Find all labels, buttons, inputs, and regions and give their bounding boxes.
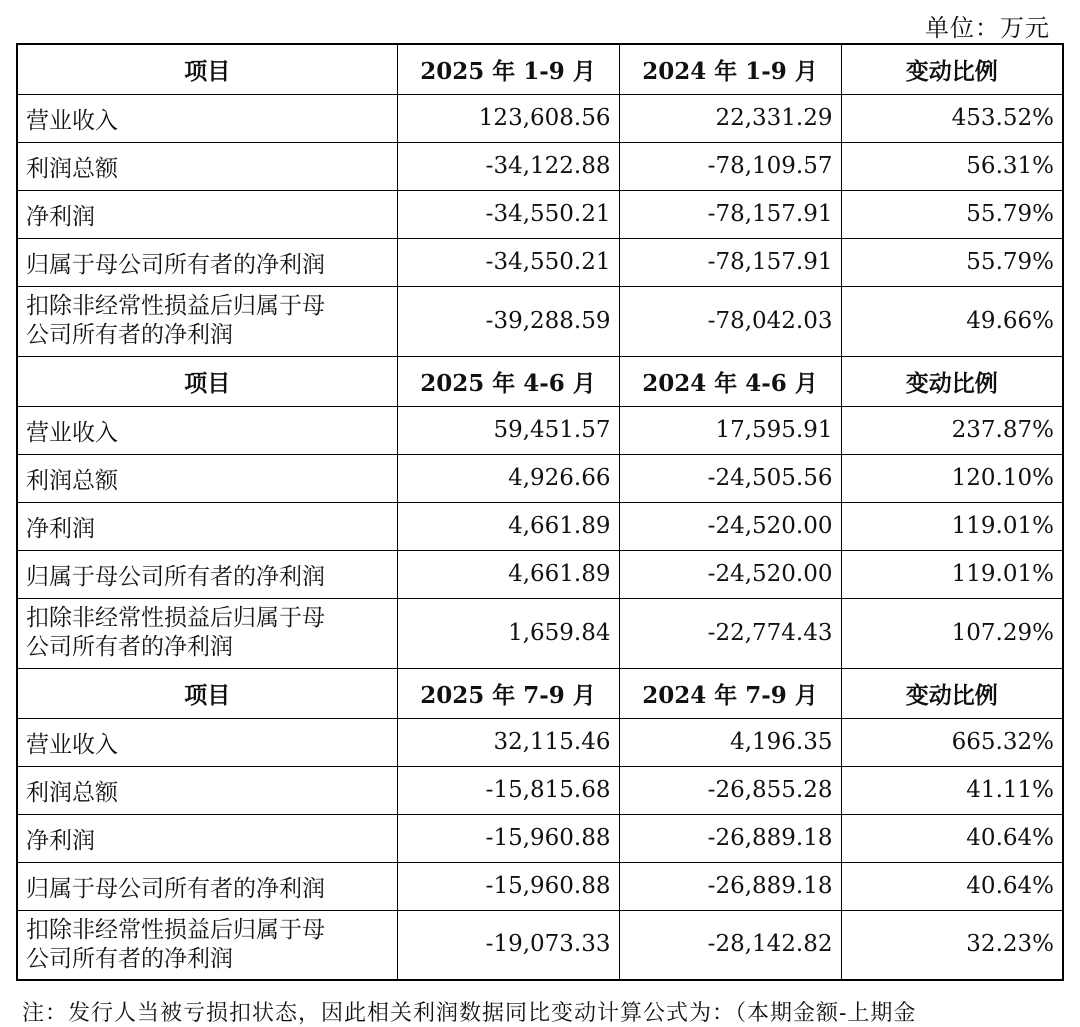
header-current-period: 2025 年 4-6 月 [397, 356, 619, 406]
row-label: 归属于母公司所有者的净利润 [17, 238, 397, 286]
previous-value: -24,505.56 [619, 454, 841, 502]
row-label-line2: 公司所有者的净利润 [26, 634, 233, 660]
previous-value: -26,889.18 [619, 862, 841, 910]
current-value: 4,926.66 [397, 454, 619, 502]
current-value: 32,115.46 [397, 718, 619, 766]
footnote: 注：发行人当被亏损扣状态，因此相关利润数据同比变动计算公式为：（本期金额-上期金 [22, 1001, 917, 1026]
row-label: 净利润 [17, 814, 397, 862]
row-label: 营业收入 [17, 406, 397, 454]
header-change-ratio: 变动比例 [841, 44, 1063, 94]
row-label-line1: 扣除非经常性损益后归属于母 [26, 605, 325, 631]
row-label-line2: 公司所有者的净利润 [26, 322, 233, 348]
current-value: -15,960.88 [397, 814, 619, 862]
previous-value: -26,855.28 [619, 766, 841, 814]
table-header-row [17, 356, 1063, 406]
change-value: 49.66% [841, 286, 1063, 356]
header-change-ratio: 变动比例 [841, 356, 1063, 406]
table-row [17, 454, 1063, 502]
table-row [17, 406, 1063, 454]
row-label: 营业收入 [17, 718, 397, 766]
current-value: -34,122.88 [397, 142, 619, 190]
row-label: 利润总额 [17, 766, 397, 814]
row-label-line1: 扣除非经常性损益后归属于母 [26, 916, 325, 943]
change-value: 119.01% [841, 550, 1063, 598]
change-value: 40.64% [841, 862, 1063, 910]
change-value: 40.64% [841, 814, 1063, 862]
row-label-line1: 扣除非经常性损益后归属于母 [26, 293, 325, 319]
header-previous-period: 2024 年 1-9 月 [619, 44, 841, 94]
previous-value: -22,774.43 [619, 598, 841, 668]
table-header-row [17, 44, 1063, 94]
row-label [17, 286, 397, 356]
current-value: 1,659.84 [397, 598, 619, 668]
previous-value: -24,520.00 [619, 550, 841, 598]
header-item: 项目 [17, 44, 397, 94]
previous-value: -24,520.00 [619, 502, 841, 550]
change-value: 453.52% [841, 94, 1063, 142]
header-change-ratio: 变动比例 [841, 668, 1063, 718]
table-row [17, 550, 1063, 598]
row-label: 利润总额 [17, 454, 397, 502]
previous-value: 17,595.91 [619, 406, 841, 454]
change-value: 120.10% [841, 454, 1063, 502]
row-label: 净利润 [17, 190, 397, 238]
table-row [17, 862, 1063, 910]
unit-label: 单位：万元 [925, 14, 1050, 42]
current-value: -19,073.33 [397, 910, 619, 980]
current-value: -39,288.59 [397, 286, 619, 356]
table-row [17, 142, 1063, 190]
table-row [17, 598, 1063, 668]
header-current-period: 2025 年 7-9 月 [397, 668, 619, 718]
row-label [17, 910, 397, 980]
previous-value: -28,142.82 [619, 910, 841, 980]
previous-value: -78,157.91 [619, 190, 841, 238]
table-row [17, 718, 1063, 766]
current-value: 123,608.56 [397, 94, 619, 142]
change-value: 119.01% [841, 502, 1063, 550]
header-previous-period: 2024 年 7-9 月 [619, 668, 841, 718]
table-row [17, 238, 1063, 286]
change-value: 32.23% [841, 910, 1063, 980]
change-value: 237.87% [841, 406, 1063, 454]
current-value: -15,960.88 [397, 862, 619, 910]
row-label: 归属于母公司所有者的净利润 [17, 862, 397, 910]
row-label: 净利润 [17, 502, 397, 550]
table-row [17, 814, 1063, 862]
previous-value: -78,157.91 [619, 238, 841, 286]
table-row [17, 502, 1063, 550]
row-label: 营业收入 [17, 94, 397, 142]
row-label-line2: 公司所有者的净利润 [26, 945, 233, 972]
header-item: 项目 [17, 356, 397, 406]
current-value: 59,451.57 [397, 406, 619, 454]
change-value: 665.32% [841, 718, 1063, 766]
row-label [17, 598, 397, 668]
row-label: 归属于母公司所有者的净利润 [17, 550, 397, 598]
current-value: -15,815.68 [397, 766, 619, 814]
table-row [17, 190, 1063, 238]
previous-value: -78,109.57 [619, 142, 841, 190]
table-row [17, 910, 1063, 980]
previous-value: -78,042.03 [619, 286, 841, 356]
header-previous-period: 2024 年 4-6 月 [619, 356, 841, 406]
header-item: 项目 [17, 668, 397, 718]
change-value: 55.79% [841, 238, 1063, 286]
change-value: 107.29% [841, 598, 1063, 668]
current-value: 4,661.89 [397, 502, 619, 550]
table-row [17, 286, 1063, 356]
header-current-period: 2025 年 1-9 月 [397, 44, 619, 94]
previous-value: 4,196.35 [619, 718, 841, 766]
row-label: 利润总额 [17, 142, 397, 190]
previous-value: -26,889.18 [619, 814, 841, 862]
current-value: -34,550.21 [397, 190, 619, 238]
current-value: 4,661.89 [397, 550, 619, 598]
table-header-row [17, 668, 1063, 718]
financial-table [16, 43, 1064, 981]
current-value: -34,550.21 [397, 238, 619, 286]
previous-value: 22,331.29 [619, 94, 841, 142]
change-value: 55.79% [841, 190, 1063, 238]
table-row [17, 766, 1063, 814]
change-value: 56.31% [841, 142, 1063, 190]
table-row [17, 94, 1063, 142]
change-value: 41.11% [841, 766, 1063, 814]
